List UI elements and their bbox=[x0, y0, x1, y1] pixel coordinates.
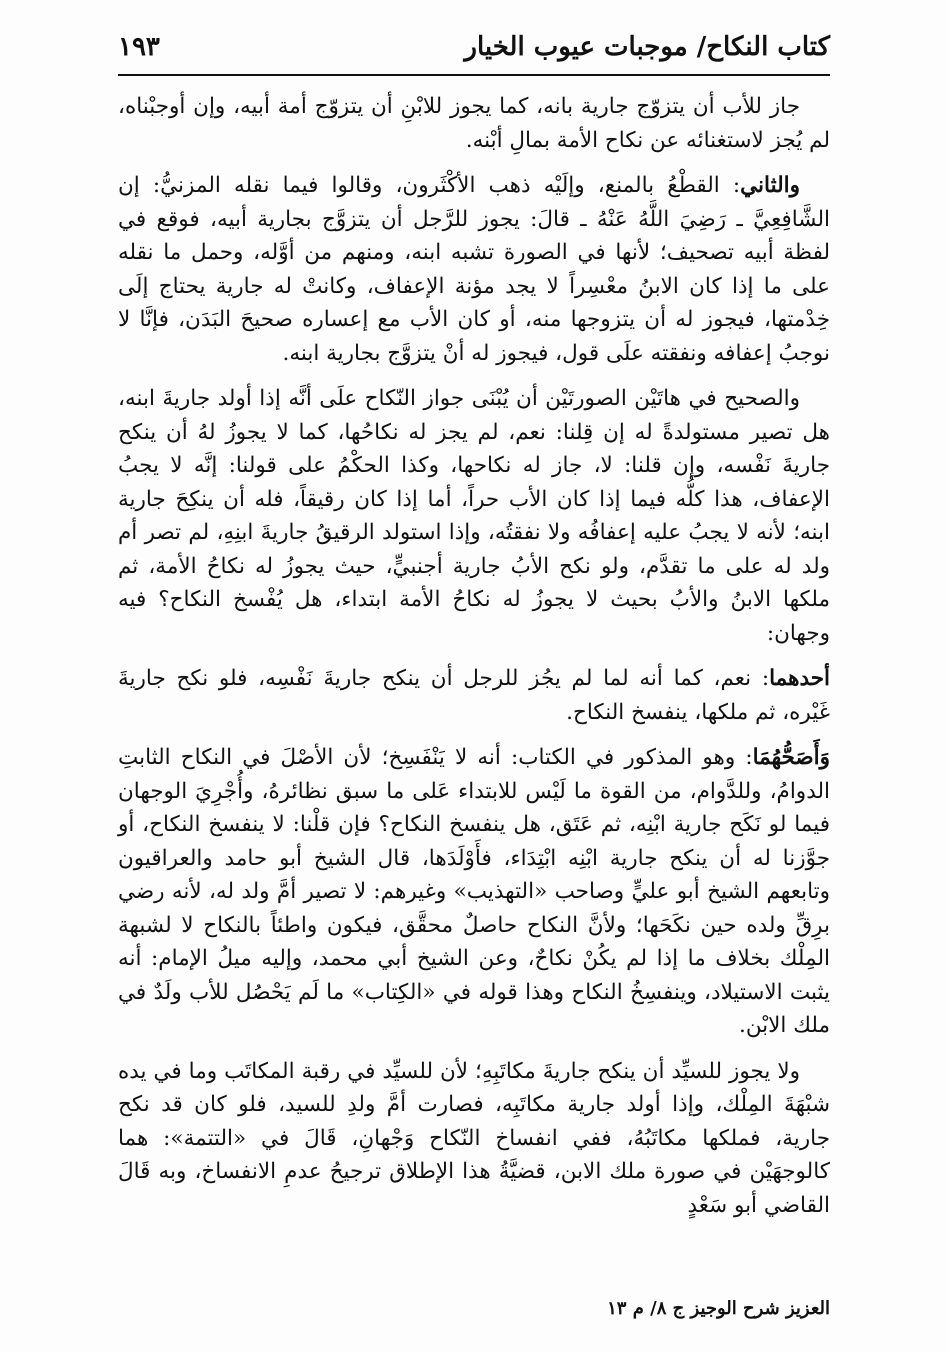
page-number: ١٩٣ bbox=[118, 32, 160, 62]
paragraph-1 bbox=[118, 90, 830, 157]
paragraph-2-lead: والثاني bbox=[740, 173, 800, 198]
paragraph-4-lead: أحدهما bbox=[769, 666, 830, 691]
paragraph-2-text: : القطْعُ بالمنع، وإلَيْه ذهب الأكْثَرون، وقالوا فيما نقله المزنيُّ: إن الشَّافِعِيَّ ـ رَضِيَ اللَّهُ عَنْهُ ـ قالَ: يجوز للرَّجل أن يتزوَّج بجارية أبيه، فوقع في لفظة أبيه تصحيف؛ لأنها في الصورة تشبه ابنه، ومنهم من أوَّله، وحمل ما نقله على ما إذا كان الابنُ معْسِراً لا يجد مؤنة الإعفاف، وكانتْ له جارية يحتاج إلَى خِدْمتها، فيجوز له أن يتزوجها منه، أو كان الأب مع إعساره صحيحَ البَدَن، فإنَّا لا نوجبُ إعفافه ونفقته علَى قول، فيجوز له أنْ يتزوَّج بجارية ابنه. bbox=[118, 173, 830, 366]
paragraph-2 bbox=[118, 169, 830, 370]
paragraph-3-text: والصحيح في هاتَيْن الصورتَيْن أن يُبْنَى جواز النّكاح علَى أنَّه إذا أولد جاريةَ ابنه، هل تصير مستولدةً له إن قِلنا: نعم، لم يجز له نكاحُها، كما لا يجوزُ لهُ أن ينكح جاريةَ نَفْسه، وإن قلنا: لا، جاز له نكاحها، وكذا الحكْمُ على قولنا: إنَّه لا يجبُ الإعفاف، هذا كلُّه فيما إذا كان الأب حراً، أما إذا كان رقيقاً، فله أن ينكِحَ جارية ابنه؛ لأنه لا يجبُ عليه إعفافُه ولا نفقتُه، وإذا استولد الرقيقُ جاريةَ ابنِهِ، لم تصر أم ولد له على ما تقدَّم، ولو نكح الأبُ جارية أجنبيٍّ، حيث يجوزُ له نكاحُ الأمة، ثم ملكها الابنُ والأبُ بحيث لا يجوزُ له نكاحُ الأمة ابتداء، هل يُفْسخ النكاح؟ فيه وجهان: bbox=[118, 386, 830, 646]
paragraph-5-text: : وهو المذكور في الكتاب: أنه لا يَنْفَسِخ؛ لأن الأصْلَ في النكاح الثابتِ الدوامُ، وللدَّوام، من القوة ما لَيْس للابتداء عَلى ما سبق نظائرهُ، وأُجْرِيَ الوجهان فيما لو نَكَح جارية ابْنِه، ثم عَتَق، هل ينفسخ النكاح؟ فإن قلْنا: لا ينفسخ النكاح، أو جوَّزنا له أن ينكح جارية ابْنِه ابْتِدَاء، فأَوْلَدَها، قال الشيخ أبو حامد والعراقيون وتابعهم الشيخ أبو عليٍّ وصاحب «التهذيب» وغيرهم: لا تصير أمَّ ولد له، لأنه رضي برِقِّ ولده حين نكَحَها؛ ولأنَّ النكاح حاصلٌ محقَّق، فيكون واطئاً بالنكاح لا لشبهة المِلْك بخلاف ما إذا لم يكُنْ نكاحٌ، وعن الشيخ أبي محمد، وإليه ميلُ الإمام: أنه يثبت الاستيلاد، وينفسِخُ النكاح وهذا قوله في «الكِتاب» ما لَم يَحْصُل للأب ولَدٌ في ملك الابْن. bbox=[118, 745, 830, 1038]
page-header bbox=[118, 22, 830, 78]
paragraph-5 bbox=[118, 741, 830, 1043]
page-body bbox=[118, 90, 830, 1234]
running-title: كتاب النكاح/ موجبات عيوب الخيار bbox=[464, 32, 830, 62]
paragraph-3 bbox=[118, 382, 830, 650]
paragraph-4 bbox=[118, 662, 830, 729]
paragraph-6-text: ولا يجوز للسيِّد أن ينكح جاريةَ مكاتَبِهِ؛ لأن للسيِّد في رقبة المكاتَب وما في يده شبْهَةَ المِلْك، وإذا أولد جارية مكاتَبِه، فصارت أمَّ ولدِ للسيد، فلو كان قد نكح جارية، فملكها مكاتَبُهُ، ففي انفساخ النّكاح وَجْهانِ، قَالَ في «التتمة»: هما كالوجهَيْن في صورة ملك الابن، قضيَّةُ هذا الإطلاق ترجيحُ عدمِ الانفساخ، وبه قَالَ القاضي أبو سَعْدٍ bbox=[118, 1058, 830, 1218]
paragraph-5-lead: وَأَصَحُّهُمَا bbox=[752, 745, 830, 770]
signature-mark: العزيز شرح الوجيز ج ٨/ م ١٣ bbox=[607, 1298, 830, 1319]
paragraph-6 bbox=[118, 1055, 830, 1223]
paragraph-4-text: : نعم، كما أنه لما لم يجُز للرجل أن ينكح جاريةَ نَفْسِه، فلو نكح جاريةَ غَيْره، ثم ملكها، ينفسخ النكاح. bbox=[118, 666, 830, 725]
paragraph-1-text: جاز للأب أن يتزوّج جارية بانه، كما يجوز للابْنِ أن يتزوّج أمة أبيه، وإن أوجبْناه، لم يُجز لاستغنائه عن نكاح الأمة بمالِ أبْنه. bbox=[118, 94, 830, 153]
header-rule bbox=[118, 74, 830, 76]
